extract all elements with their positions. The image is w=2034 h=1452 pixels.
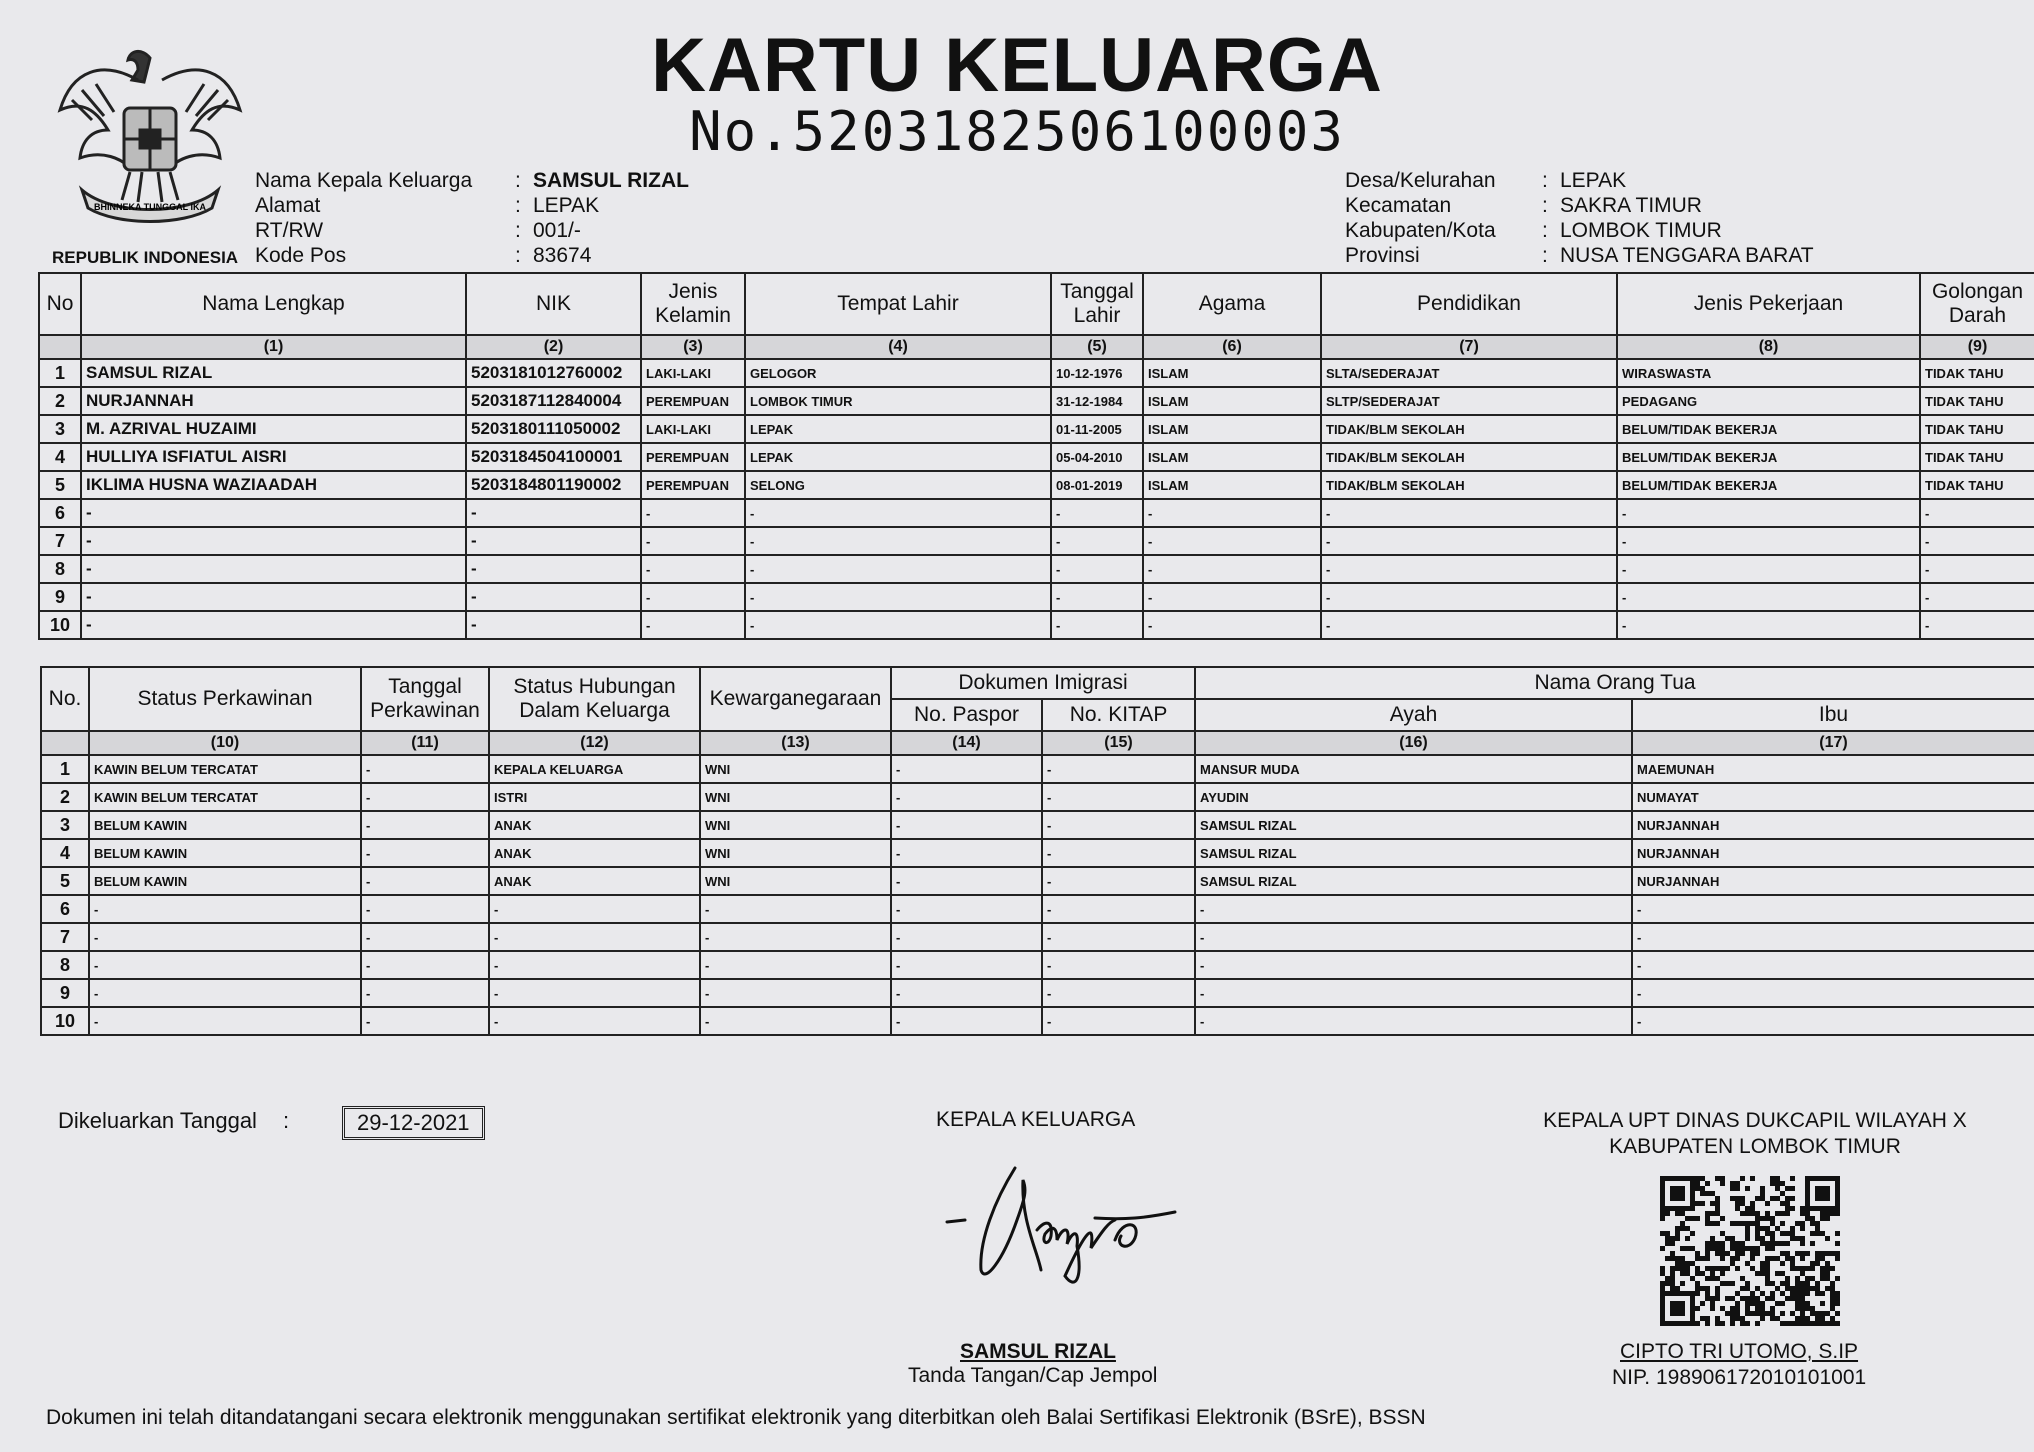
signature-caption: Tanda Tangan/Cap Jempol	[908, 1364, 1158, 1387]
column-number: (6)	[1143, 335, 1321, 359]
table-cell: -	[1617, 583, 1920, 611]
table-cell: -	[361, 839, 489, 867]
table-cell: ISLAM	[1143, 471, 1321, 499]
table-cell: -	[745, 499, 1051, 527]
column-number: (17)	[1632, 731, 2034, 755]
table-cell: -	[1051, 527, 1143, 555]
table-cell: -	[891, 979, 1042, 1007]
emblem-caption: REPUBLIK INDONESIA	[52, 248, 239, 267]
table-cell: 5203184504100001	[466, 443, 641, 471]
table-cell: BELUM KAWIN	[89, 839, 361, 867]
table-cell: SLTA/SEDERAJAT	[1321, 359, 1617, 387]
table-row	[41, 867, 2034, 895]
table-cell: ISLAM	[1143, 415, 1321, 443]
table-cell: -	[1632, 923, 2034, 951]
table-cell: -	[361, 867, 489, 895]
table-cell: -	[466, 583, 641, 611]
table-cell: KAWIN BELUM TERCATAT	[89, 755, 361, 783]
table-cell: -	[361, 979, 489, 1007]
regency-value: LOMBOK TIMUR	[1560, 219, 1722, 242]
table-cell: -	[891, 951, 1042, 979]
table-cell: KAWIN BELUM TERCATAT	[89, 783, 361, 811]
table-cell: -	[1617, 611, 1920, 639]
table-row	[39, 359, 2034, 387]
table-cell: 05-04-2010	[1051, 443, 1143, 471]
table-cell: 5203187112840004	[466, 387, 641, 415]
table-cell: 08-01-2019	[1051, 471, 1143, 499]
table-cell: -	[1632, 1007, 2034, 1035]
table-cell: NURJANNAH	[1632, 867, 2034, 895]
table-cell: PEREMPUAN	[641, 443, 745, 471]
table-cell: -	[1321, 527, 1617, 555]
table-cell: PEREMPUAN	[641, 387, 745, 415]
column-number: (11)	[361, 731, 489, 755]
table-cell: -	[700, 951, 891, 979]
table-cell: ANAK	[489, 839, 700, 867]
table-cell: TIDAK TAHU	[1920, 387, 2034, 415]
table-cell: -	[1051, 583, 1143, 611]
head-info-right	[1345, 168, 1814, 268]
col-header: No. Paspor	[891, 699, 1042, 731]
table-cell: -	[745, 611, 1051, 639]
table-cell: -	[489, 979, 700, 1007]
col-header: No. KITAP	[1042, 699, 1195, 731]
table-cell: 8	[41, 951, 89, 979]
table-cell: -	[700, 923, 891, 951]
table-cell: -	[891, 867, 1042, 895]
table-cell: 1	[41, 755, 89, 783]
table-cell: -	[1617, 555, 1920, 583]
table-cell: -	[745, 555, 1051, 583]
table-cell: -	[1321, 555, 1617, 583]
table-cell: WNI	[700, 867, 891, 895]
info-row: Alamat : LEPAK	[255, 194, 600, 217]
table-cell: SAMSUL RIZAL	[1195, 811, 1632, 839]
table-cell: -	[700, 979, 891, 1007]
table-cell: -	[891, 839, 1042, 867]
table-cell: ISLAM	[1143, 359, 1321, 387]
table-cell: 7	[41, 923, 89, 951]
table-cell: -	[81, 611, 466, 639]
table-cell: SLTP/SEDERAJAT	[1321, 387, 1617, 415]
column-number: (8)	[1617, 335, 1920, 359]
table-cell: TIDAK TAHU	[1920, 471, 2034, 499]
table-cell: -	[1617, 499, 1920, 527]
issued-date: 29-12-2021	[342, 1106, 485, 1140]
table-cell: -	[1051, 499, 1143, 527]
table-cell: 10-12-1976	[1051, 359, 1143, 387]
col-header: Agama	[1143, 273, 1321, 335]
table-cell: BELUM KAWIN	[89, 867, 361, 895]
table-cell: -	[89, 923, 361, 951]
table-header-row	[41, 667, 2034, 699]
table-cell: -	[1195, 923, 1632, 951]
table-cell: -	[1920, 611, 2034, 639]
head-of-family-title: KEPALA KELUARGA	[936, 1108, 1136, 1131]
table-cell: 10	[41, 1007, 89, 1035]
col-header: No	[39, 273, 81, 335]
table-cell: 1	[39, 359, 81, 387]
table-cell: -	[361, 1007, 489, 1035]
table-cell: -	[700, 895, 891, 923]
col-header: Pendidikan	[1321, 273, 1617, 335]
table-cell: -	[361, 951, 489, 979]
table-cell: WNI	[700, 783, 891, 811]
table-cell: 5	[39, 471, 81, 499]
table-row	[41, 783, 2034, 811]
table-cell: TIDAK/BLM SEKOLAH	[1321, 471, 1617, 499]
info-row: Kecamatan : SAKRA TIMUR	[1345, 194, 1702, 217]
table-cell: -	[89, 1007, 361, 1035]
table-cell: -	[1195, 1007, 1632, 1035]
table-cell: LEPAK	[745, 415, 1051, 443]
table-cell: 8	[39, 555, 81, 583]
district-value: SAKRA TIMUR	[1560, 194, 1702, 217]
table-row	[39, 499, 2034, 527]
table-row	[39, 583, 2034, 611]
table-cell: -	[1143, 527, 1321, 555]
col-header: No.	[41, 667, 89, 731]
table-cell: -	[891, 783, 1042, 811]
table-row	[41, 839, 2034, 867]
column-number-row	[41, 731, 2034, 755]
signature	[945, 1160, 1185, 1300]
official-nip: NIP. 198906172010101001	[1612, 1366, 1867, 1389]
address-value: LEPAK	[533, 194, 600, 217]
postal-code-value: 83674	[533, 244, 592, 267]
column-number: (10)	[89, 731, 361, 755]
electronic-signature-note: Dokumen ini telah ditandatangani secara elektronik menggunakan sertifikat elektronik yang diterbitkan oleh Balai Sertifikasi Elektronik (BSrE), BSSN	[46, 1406, 1426, 1429]
table-cell: -	[641, 499, 745, 527]
table-cell: 3	[39, 415, 81, 443]
table-cell: 2	[39, 387, 81, 415]
table-cell: -	[1051, 611, 1143, 639]
col-header: Tempat Lahir	[745, 273, 1051, 335]
table-cell: -	[1042, 755, 1195, 783]
rt-rw-value: 001/-	[533, 219, 581, 242]
table-cell: 5203180111050002	[466, 415, 641, 443]
col-header: Nama Orang Tua	[1195, 667, 2034, 699]
table-cell: -	[1195, 979, 1632, 1007]
table-cell: -	[81, 555, 466, 583]
col-header: Status Perkawinan	[89, 667, 361, 731]
info-row: Provinsi : NUSA TENGGARA BARAT	[1345, 244, 1814, 267]
column-number: (9)	[1920, 335, 2034, 359]
table-cell: TIDAK/BLM SEKOLAH	[1321, 443, 1617, 471]
table-cell: 4	[41, 839, 89, 867]
table-row	[41, 1007, 2034, 1035]
table-cell: SAMSUL RIZAL	[1195, 867, 1632, 895]
table-cell: -	[1920, 527, 2034, 555]
table-cell: -	[1195, 951, 1632, 979]
table-cell: -	[489, 951, 700, 979]
table-row	[39, 471, 2034, 499]
info-row: Desa/Kelurahan : LEPAK	[1345, 169, 1627, 192]
table-cell: KEPALA KELUARGA	[489, 755, 700, 783]
table-cell: -	[81, 499, 466, 527]
col-header: Jenis Pekerjaan	[1617, 273, 1920, 335]
table-cell: 5203181012760002	[466, 359, 641, 387]
table-cell: -	[1042, 839, 1195, 867]
table-cell: IKLIMA HUSNA WAZIAADAH	[81, 471, 466, 499]
official-name: CIPTO TRI UTOMO, S.IP	[1620, 1340, 1859, 1363]
col-header: Kewarganegaraan	[700, 667, 891, 731]
column-number	[39, 335, 81, 359]
table-cell: GELOGOR	[745, 359, 1051, 387]
table-cell: 3	[41, 811, 89, 839]
column-number: (13)	[700, 731, 891, 755]
table-cell: 6	[39, 499, 81, 527]
table-cell: ISLAM	[1143, 443, 1321, 471]
column-number: (3)	[641, 335, 745, 359]
table-cell: TIDAK TAHU	[1920, 443, 2034, 471]
table-cell: -	[1042, 951, 1195, 979]
table-cell: ANAK	[489, 867, 700, 895]
column-number-row	[39, 335, 2034, 359]
column-number	[41, 731, 89, 755]
col-header: Status Hubungan Dalam Keluarga	[489, 667, 700, 731]
table-cell: LOMBOK TIMUR	[745, 387, 1051, 415]
issued-label: Dikeluarkan Tanggal :	[58, 1108, 290, 1133]
table-cell: MAEMUNAH	[1632, 755, 2034, 783]
table-row	[41, 755, 2034, 783]
table-cell: -	[489, 895, 700, 923]
document-title: KARTU KELUARGA	[651, 23, 1383, 108]
col-header: Ayah	[1195, 699, 1632, 731]
table-cell: 4	[39, 443, 81, 471]
table-cell: -	[89, 895, 361, 923]
table-row	[41, 811, 2034, 839]
table-cell: -	[1920, 583, 2034, 611]
column-number: (16)	[1195, 731, 1632, 755]
table-cell: -	[361, 783, 489, 811]
table-cell: AYUDIN	[1195, 783, 1632, 811]
column-number: (1)	[81, 335, 466, 359]
table-cell: -	[1042, 867, 1195, 895]
table-cell: -	[81, 583, 466, 611]
table-cell: NURJANNAH	[1632, 811, 2034, 839]
table-cell: -	[361, 811, 489, 839]
table-cell: 5203184801190002	[466, 471, 641, 499]
table-cell: NURJANNAH	[81, 387, 466, 415]
table-cell: -	[1920, 499, 2034, 527]
table-cell: TIDAK/BLM SEKOLAH	[1321, 415, 1617, 443]
table-cell: BELUM/TIDAK BEKERJA	[1617, 471, 1920, 499]
column-number: (12)	[489, 731, 700, 755]
table-cell: -	[1321, 583, 1617, 611]
column-number: (14)	[891, 731, 1042, 755]
table-cell: -	[891, 811, 1042, 839]
table-cell: 9	[41, 979, 89, 1007]
table-cell: -	[466, 499, 641, 527]
table-cell: BELUM/TIDAK BEKERJA	[1617, 415, 1920, 443]
column-number: (4)	[745, 335, 1051, 359]
col-header: Tanggal Perkawinan	[361, 667, 489, 731]
table-cell: -	[89, 979, 361, 1007]
info-row: Kode Pos : 83674	[255, 244, 592, 267]
table-cell: -	[1143, 555, 1321, 583]
column-number: (7)	[1321, 335, 1617, 359]
table-cell: -	[1632, 895, 2034, 923]
table-cell: WNI	[700, 755, 891, 783]
table-cell: ISTRI	[489, 783, 700, 811]
table-row	[39, 555, 2034, 583]
table-cell: NUMAYAT	[1632, 783, 2034, 811]
table-cell: -	[1042, 923, 1195, 951]
table-row	[39, 415, 2034, 443]
table-cell: -	[489, 923, 700, 951]
qr-code-icon	[1660, 1176, 1840, 1326]
table-cell: -	[891, 895, 1042, 923]
document-number: No.5203182506100003	[689, 100, 1345, 163]
table-cell: -	[1617, 527, 1920, 555]
column-number: (5)	[1051, 335, 1143, 359]
table-cell: -	[466, 555, 641, 583]
table-cell: 5	[41, 867, 89, 895]
table-cell: -	[641, 583, 745, 611]
table-cell: -	[641, 555, 745, 583]
table-cell: -	[891, 1007, 1042, 1035]
table-cell: NURJANNAH	[1632, 839, 2034, 867]
table-cell: -	[1042, 895, 1195, 923]
table-cell: WNI	[700, 839, 891, 867]
family-status-table	[40, 666, 2034, 1036]
table-cell: -	[1042, 1007, 1195, 1035]
column-number: (2)	[466, 335, 641, 359]
table-cell: MANSUR MUDA	[1195, 755, 1632, 783]
head-of-family-signature-name: SAMSUL RIZAL	[960, 1340, 1116, 1363]
col-header: Nama Lengkap	[81, 273, 466, 335]
table-cell: -	[1042, 811, 1195, 839]
village-value: LEPAK	[1560, 169, 1627, 192]
table-row	[41, 951, 2034, 979]
info-row: RT/RW : 001/-	[255, 219, 581, 242]
table-cell: ISLAM	[1143, 387, 1321, 415]
table-row	[39, 611, 2034, 639]
table-cell: -	[641, 527, 745, 555]
table-cell: WIRASWASTA	[1617, 359, 1920, 387]
table-cell: LAKI-LAKI	[641, 415, 745, 443]
table-cell: -	[1195, 895, 1632, 923]
col-header: Dokumen Imigrasi	[891, 667, 1195, 699]
head-of-family-value: SAMSUL RIZAL	[533, 169, 689, 192]
table-cell: -	[361, 755, 489, 783]
table-cell: 6	[41, 895, 89, 923]
table-cell: -	[1042, 783, 1195, 811]
table-cell: -	[1920, 555, 2034, 583]
table-cell: 31-12-1984	[1051, 387, 1143, 415]
table-cell: -	[1321, 499, 1617, 527]
table-cell: SAMSUL RIZAL	[81, 359, 466, 387]
svg-text:BHINNEKA TUNGGAL IKA: BHINNEKA TUNGGAL IKA	[94, 202, 206, 212]
table-cell: -	[1632, 979, 2034, 1007]
table-cell: SELONG	[745, 471, 1051, 499]
column-number: (15)	[1042, 731, 1195, 755]
table-cell: 2	[41, 783, 89, 811]
col-header: Tanggal Lahir	[1051, 273, 1143, 335]
official-title: KEPALA UPT DINAS DUKCAPIL WILAYAH X KABUPATEN LOMBOK TIMUR	[1543, 1109, 1967, 1158]
table-cell: -	[466, 527, 641, 555]
table-cell: -	[361, 895, 489, 923]
table-cell: BELUM/TIDAK BEKERJA	[1617, 443, 1920, 471]
table-cell: -	[81, 527, 466, 555]
table-cell: -	[891, 755, 1042, 783]
table-cell: -	[1143, 611, 1321, 639]
table-cell: PEDAGANG	[1617, 387, 1920, 415]
table-cell: -	[1051, 555, 1143, 583]
table-cell: WNI	[700, 811, 891, 839]
table-cell: -	[641, 611, 745, 639]
col-header: Ibu	[1632, 699, 2034, 731]
col-header: Golongan Darah	[1920, 273, 2034, 335]
table-cell: HULLIYA ISFIATUL AISRI	[81, 443, 466, 471]
table-cell: -	[1143, 583, 1321, 611]
table-cell: -	[489, 1007, 700, 1035]
table-cell: TIDAK TAHU	[1920, 359, 2034, 387]
table-cell: LEPAK	[745, 443, 1051, 471]
province-value: NUSA TENGGARA BARAT	[1560, 244, 1814, 267]
table-cell: ANAK	[489, 811, 700, 839]
table-row	[41, 979, 2034, 1007]
table-cell: -	[1321, 611, 1617, 639]
col-header: NIK	[466, 273, 641, 335]
table-cell: BELUM KAWIN	[89, 811, 361, 839]
table-cell: 9	[39, 583, 81, 611]
table-cell: -	[1143, 499, 1321, 527]
table-row	[39, 387, 2034, 415]
table-row	[41, 923, 2034, 951]
table-cell: -	[700, 1007, 891, 1035]
info-row: Kabupaten/Kota : LOMBOK TIMUR	[1345, 219, 1722, 242]
head-info-left	[255, 168, 689, 268]
info-row: Nama Kepala Keluarga : SAMSUL RIZAL	[255, 169, 689, 192]
table-cell: -	[745, 527, 1051, 555]
table-cell: -	[1632, 951, 2034, 979]
table-cell: -	[891, 923, 1042, 951]
table-cell: LAKI-LAKI	[641, 359, 745, 387]
table-cell: -	[361, 923, 489, 951]
table-cell: -	[89, 951, 361, 979]
table-row	[41, 895, 2034, 923]
family-members-table	[38, 272, 2034, 640]
table-cell: 01-11-2005	[1051, 415, 1143, 443]
table-cell: -	[466, 611, 641, 639]
table-cell: -	[1042, 979, 1195, 1007]
table-header-row	[39, 273, 2034, 335]
table-cell: -	[745, 583, 1051, 611]
table-cell: PEREMPUAN	[641, 471, 745, 499]
table-row	[39, 443, 2034, 471]
table-cell: M. AZRIVAL HUZAIMI	[81, 415, 466, 443]
table-cell: SAMSUL RIZAL	[1195, 839, 1632, 867]
col-header: Jenis Kelamin	[641, 273, 745, 335]
table-cell: TIDAK TAHU	[1920, 415, 2034, 443]
table-cell: 10	[39, 611, 81, 639]
table-cell: 7	[39, 527, 81, 555]
table-row	[39, 527, 2034, 555]
